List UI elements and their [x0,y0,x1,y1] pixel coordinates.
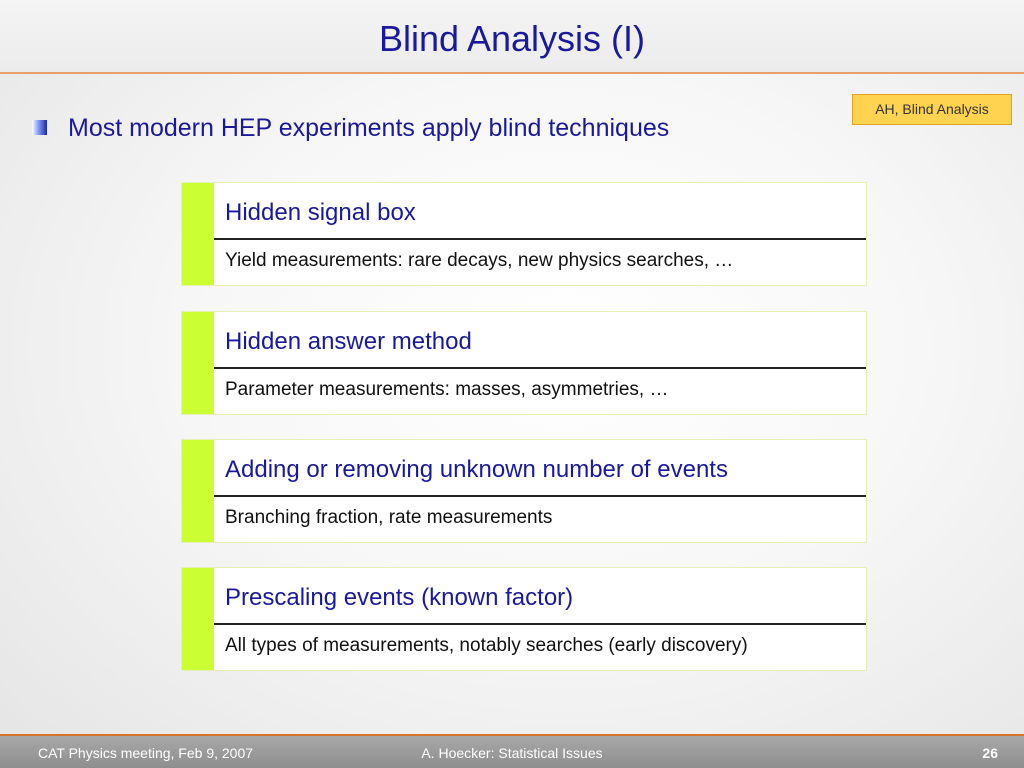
footer-author: A. Hoecker: Statistical Issues [421,745,603,761]
slide-title: Blind Analysis (I) [378,18,646,59]
box-description: Yield measurements: rare decays, new physics searches, … [225,250,734,271]
box-divider [214,238,866,240]
box-accent-bar [182,440,214,542]
box-description: All types of measurements, notably searches (early discovery) [225,635,748,656]
box-accent-bar [182,568,214,670]
box-accent-bar [182,183,214,285]
box-divider [214,367,866,369]
box-heading: Adding or removing unknown number of events [225,456,728,483]
technique-box-hidden-answer [181,311,867,415]
slide-header [0,0,1024,74]
box-heading: Prescaling events (known factor) [225,584,574,611]
bullet-text: Most modern HEP experiments apply blind techniques [68,114,670,142]
technique-box-prescaling [181,567,867,671]
page-number: 26 [982,745,998,761]
footer-event: CAT Physics meeting, Feb 9, 2007 [38,745,254,761]
section-tag: AH, Blind Analysis [852,94,1012,125]
box-heading: Hidden signal box [225,199,416,226]
box-heading: Hidden answer method [225,328,472,355]
box-accent-bar [182,312,214,414]
box-description: Branching fraction, rate measurements [225,507,553,528]
technique-box-event-count [181,439,867,543]
technique-box-hidden-signal [181,182,867,286]
bullet-square-icon [32,120,47,135]
box-divider [214,623,866,625]
box-divider [214,495,866,497]
box-description: Parameter measurements: masses, asymmetries, … [225,379,669,400]
slide-footer [0,734,1024,768]
